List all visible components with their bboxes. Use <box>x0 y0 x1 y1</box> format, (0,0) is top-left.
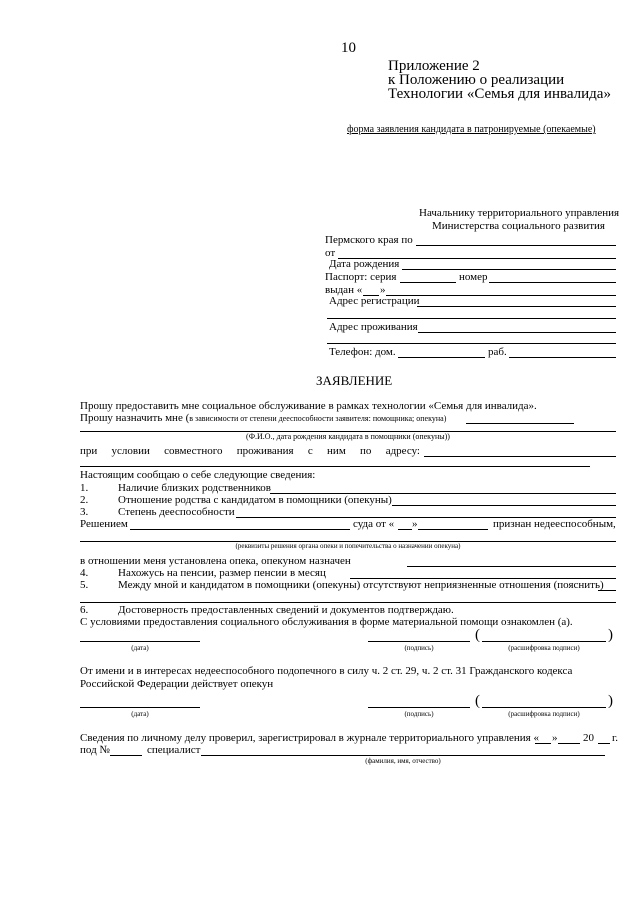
appendix-line2: к Положению о реализации <box>388 72 565 88</box>
verify-month-line[interactable] <box>558 743 580 744</box>
reg-address-line[interactable] <box>417 306 616 307</box>
reg-address-label: Адрес регистрации <box>329 295 420 307</box>
reg-address-line2[interactable] <box>327 318 616 319</box>
item3-num: 3. <box>80 506 89 518</box>
verify-quote: » <box>552 732 558 744</box>
item2-text: Отношение родства с кандидатом в помощники (опекуны) <box>118 494 392 506</box>
addressee-line1: Начальнику территориального управления <box>419 207 620 219</box>
cohab-address-line[interactable] <box>424 456 616 457</box>
inform-intro: Настоящим сообщаю о себе следующие сведения: <box>80 469 316 481</box>
guardian-text-2: Российской Федерации действует опекун <box>80 678 274 690</box>
signature-caption-2: (подпись) <box>404 710 434 718</box>
phone-work-line[interactable] <box>509 357 616 358</box>
verify-year-prefix: 20 <box>583 732 594 744</box>
decision-line[interactable] <box>130 529 350 530</box>
fio-caption-2: (фамилия, имя, отчество) <box>365 757 441 765</box>
item6-text: Достоверность предоставленных сведений и документов подтверждаю. <box>118 604 454 616</box>
verify-year-suffix: г. <box>612 732 619 744</box>
signature-caption-1: (подпись) <box>404 644 434 652</box>
decode-line-2[interactable] <box>482 707 606 708</box>
item5-line2[interactable] <box>80 602 616 603</box>
court-from-label: суда от « <box>353 518 395 530</box>
form-title: форма заявления кандидата в патронируемые (опекаемые) <box>347 124 596 135</box>
date-caption-1: (дата) <box>131 644 149 652</box>
item4-text: Нахожусь на пенсии, размер пенсии в месяц <box>118 567 326 579</box>
request-service: Прошу предоставить мне социальное обслуживание в рамках технологии «Семья для инвалида». <box>80 400 537 412</box>
live-address-label: Адрес проживания <box>329 321 418 333</box>
guardian-text-1: От имени и в интересах недееспособного подопечного в силу ч. 2 ст. 29, ч. 2 ст. 31 Гражданского кодекса <box>80 665 573 677</box>
verify-number-line[interactable] <box>110 755 142 756</box>
court-quote: » <box>412 518 418 530</box>
verify-day-line[interactable] <box>535 743 551 744</box>
fio-caption: (Ф.И.О., дата рождения кандидата в помощники (опекуны)) <box>246 432 450 441</box>
cohab-address-line2[interactable] <box>80 466 590 467</box>
decode-line-1[interactable] <box>482 641 606 642</box>
decode-caption-2: (расшифровка подписи) <box>508 710 580 718</box>
passport-series-line[interactable] <box>400 282 456 283</box>
open-paren-1: ( <box>475 627 480 643</box>
item5-text: Между мной и кандидатом в помощники (опекуны) отсутствуют неприязненные отношения (пояснить) <box>118 579 604 591</box>
signature-line-2[interactable] <box>368 707 470 708</box>
cohabitation-row: при условии совместного проживания с ним по адресу: <box>80 445 420 457</box>
passport-series-label: Паспорт: серия <box>325 271 397 283</box>
region-line[interactable] <box>416 245 616 246</box>
phone-work-label: раб. <box>488 346 507 358</box>
item2-line[interactable] <box>392 505 616 506</box>
item5-num: 5. <box>80 579 89 591</box>
live-address-line2[interactable] <box>327 343 616 344</box>
birth-date-label: Дата рождения <box>329 258 400 270</box>
verify-year-line[interactable] <box>598 743 610 744</box>
from-label: от <box>325 247 336 259</box>
item3-text: Степень дееспособности <box>118 506 235 518</box>
guardian-assigned-line[interactable] <box>407 566 616 567</box>
item4-num: 4. <box>80 567 89 579</box>
page-number: 10 <box>341 40 356 56</box>
declared-label: признан недееспособным, <box>493 518 616 530</box>
item1-num: 1. <box>80 482 89 494</box>
assign-line[interactable] <box>466 423 574 424</box>
issued-quote: » <box>380 284 386 296</box>
item5-line[interactable] <box>598 590 616 591</box>
issued-line[interactable] <box>386 295 616 296</box>
guardianship-caption: (реквизиты решения органа опеки и попечительства о назначении опекуна) <box>235 542 461 550</box>
birth-date-line[interactable] <box>402 269 616 270</box>
verify-specialist-line[interactable] <box>201 755 605 756</box>
signature-line-1[interactable] <box>368 641 470 642</box>
date-line-1[interactable] <box>80 641 200 642</box>
close-paren-1: ) <box>608 627 613 643</box>
date-line-2[interactable] <box>80 707 200 708</box>
item1-text: Наличие близких родственников <box>118 482 271 494</box>
guardian-assigned: в отношении меня установлена опека, опекуном назначен <box>80 555 351 567</box>
statement-heading: ЗАЯВЛЕНИЕ <box>316 373 393 388</box>
verify-text: Сведения по личному делу проверил, зарегистрировал в журнале территориального управления « <box>80 732 539 744</box>
item2-num: 2. <box>80 494 89 506</box>
court-date-line[interactable] <box>418 529 488 530</box>
passport-number-label: номер <box>459 271 488 283</box>
live-address-line[interactable] <box>418 332 616 333</box>
addressee-region: Пермского края по <box>325 234 413 246</box>
decision-label: Решением <box>80 518 128 530</box>
open-paren-2: ( <box>475 693 480 709</box>
addressee-line2: Министерства социального развития <box>432 220 605 232</box>
item6-num: 6. <box>80 604 89 616</box>
appendix-line3: Технологии «Семья для инвалида» <box>388 86 611 102</box>
passport-number-line[interactable] <box>489 282 616 283</box>
appendix-line1: Приложение 2 <box>388 58 480 74</box>
phone-home-line[interactable] <box>398 357 485 358</box>
verify-number-label: под № <box>80 744 110 756</box>
date-caption-2: (дата) <box>131 710 149 718</box>
conditions-text: С условиями предоставления социального обслуживания в форме материальной помощи ознакомлен (а). <box>80 616 573 628</box>
request-assign: Прошу назначить мне (в зависимости от степени дееспособности заявителя: помощника; опекуна) <box>80 412 447 424</box>
issued-label: выдан « <box>325 284 363 296</box>
decode-caption-1: (расшифровка подписи) <box>508 644 580 652</box>
phone-home-label: Телефон: дом. <box>329 346 396 358</box>
verify-specialist-label: специалист <box>147 744 201 756</box>
court-day-line[interactable] <box>398 529 412 530</box>
close-paren-2: ) <box>608 693 613 709</box>
